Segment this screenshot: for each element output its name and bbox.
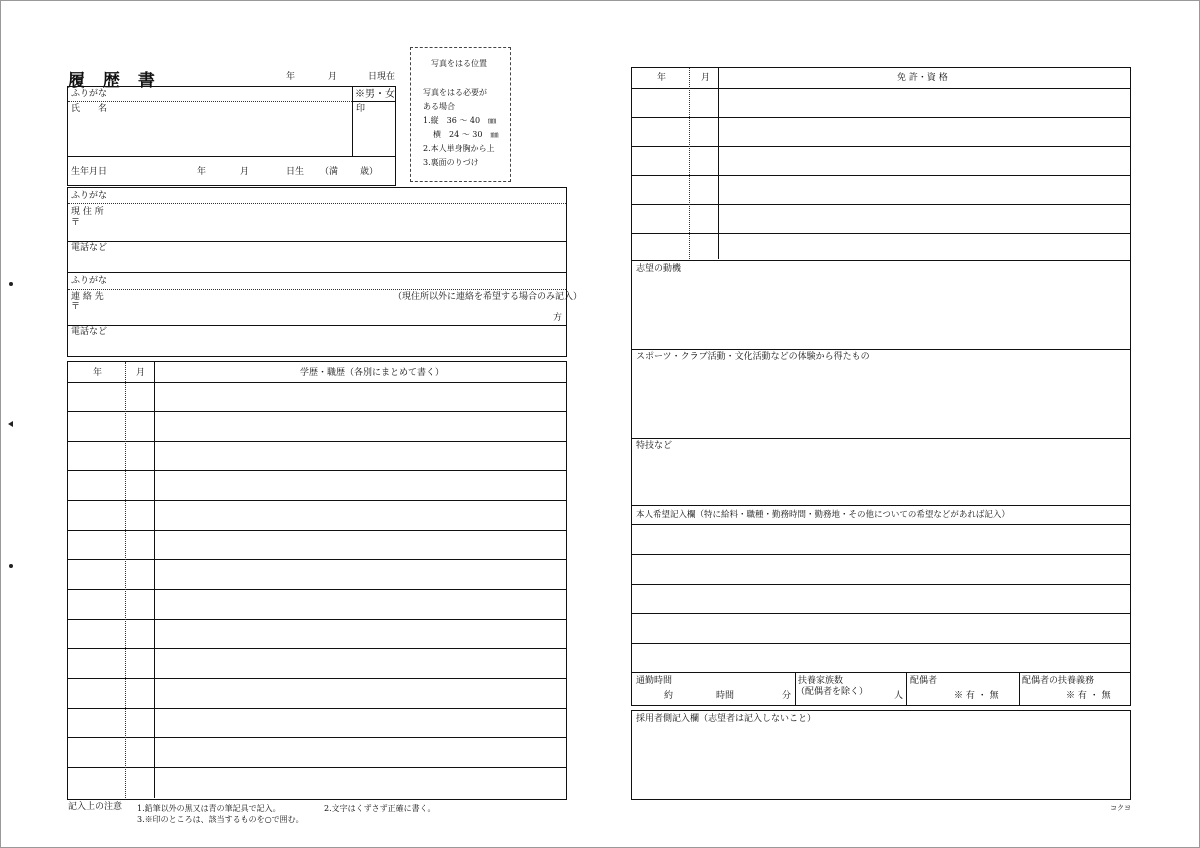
note-2: 2.文字はくずさず正確に書く。 [324,804,436,813]
table-row[interactable] [68,708,566,709]
birth-year-label: 年 [197,167,207,177]
dependents-divider [906,672,907,705]
center-arrow-mark [8,421,13,427]
history-col-year: 年 [93,368,103,378]
contact-phone-label: 電話など [71,327,108,337]
birth-date-label: 生年月日 [71,167,108,177]
license-header-line [632,88,1130,89]
table-row[interactable] [68,411,566,412]
wishes-row-line[interactable] [632,524,1130,525]
wishes-row-line[interactable] [632,643,1130,644]
spouse-support-label: 配偶者の扶養義務 [1022,676,1095,686]
table-row[interactable] [632,175,1130,176]
birth-month-label: 月 [240,167,250,177]
contact-address-label: 連 絡 先 [71,292,104,302]
photo-line-1: 写真をはる必要が [423,88,487,97]
photo-line-2: ある場合 [423,102,455,111]
personal-furigana-label: ふりがな [71,89,108,99]
address-furigana-label: ふりがな [71,191,108,201]
table-row[interactable] [68,441,566,442]
furigana-dotted-line [68,101,352,102]
address-furigana-line [68,203,566,204]
wishes-row-line[interactable] [632,584,1130,585]
contact-postal-mark: 〒 [71,302,81,312]
punch-hole-mark-top [9,282,13,286]
license-table [631,67,1131,261]
table-row[interactable] [68,678,566,679]
commute-hours: 時間 [716,691,735,701]
wishes-row-line[interactable] [632,613,1130,614]
age-open-label: （満 [320,167,339,177]
gender-choice[interactable]: ※男・女 [355,89,395,100]
gender-underline [352,101,395,102]
table-row[interactable] [68,470,566,471]
address-phone-line [68,241,566,242]
contact-note: （現住所以外に連絡を希望する場合のみ記入） [393,292,583,302]
notes-label: 記入上の注意 [68,802,123,812]
photo-title: 写真をはる位置 [431,59,487,68]
photo-line-6: 3.裏面のりづけ [423,158,479,167]
license-year-divider [689,68,690,259]
commute-label: 通勤時間 [636,676,673,686]
section-divider-wishes [632,505,1130,506]
wishes-label: 本人希望記入欄（特に給料・職種・勤務時間・勤務地・その他についての希望などがあれば記入） [636,510,1010,520]
contact-start-line [68,272,566,273]
spouse-support-choice[interactable]: ※ 有 ・ 無 [1066,691,1111,701]
date-as-of-label: 日現在 [368,72,396,82]
table-row[interactable] [68,737,566,738]
form-title: 履 歴 書 [68,71,161,91]
table-row[interactable] [68,619,566,620]
seal-label: 印 [356,104,366,114]
age-close-label: 歳） [360,167,379,177]
employer-label: 採用者側記入欄（志望者は記入しないこと） [636,714,817,724]
photo-placement-box[interactable] [410,47,511,182]
photo-line-5: 2.本人単身胸から上 [423,144,495,153]
section-divider-sports [632,349,1130,350]
dependents-note: （配偶者を除く） [796,687,869,697]
birth-separator [68,156,395,157]
free-text-sections [631,260,1131,706]
current-address-label: 現 住 所 [71,207,104,217]
table-row[interactable] [68,500,566,501]
skills-label: 特技など [636,441,673,451]
history-col-month: 月 [136,368,146,378]
date-year-label: 年 [286,72,296,82]
sports-label: スポーツ・クラブ活動・文化活動などの体験から得たもの [636,352,870,362]
brand-logo: コクヨ [1110,804,1131,812]
table-row[interactable] [632,146,1130,147]
history-month-divider [154,362,155,798]
bottom-info-line [632,672,1130,673]
table-row[interactable] [68,767,566,768]
history-year-divider [125,362,126,798]
address-postal-mark: 〒 [71,218,81,228]
table-row[interactable] [68,589,566,590]
photo-line-3: 1.縦 36 ～ 40 ㎜ [423,116,497,125]
birth-day-label: 日生 [286,167,305,177]
table-row[interactable] [632,117,1130,118]
table-row[interactable] [68,648,566,649]
wishes-row-line[interactable] [632,554,1130,555]
contact-furigana-label: ふりがな [71,276,108,286]
license-month-divider [718,68,719,259]
table-row[interactable] [68,530,566,531]
history-header-line [68,382,566,383]
contact-phone-line [68,325,566,326]
table-row[interactable] [68,559,566,560]
motivation-label: 志望の動機 [636,264,682,274]
history-table [67,361,567,800]
contact-suffix: 方 [553,313,563,323]
contact-furigana-line [68,289,566,290]
spouse-label: 配偶者 [910,676,938,686]
note-1: 1.鉛筆以外の黒又は青の筆記具で記入。 [137,804,281,813]
photo-line-4: 横 24 ～ 30 ㎜ [433,130,499,139]
spouse-choice[interactable]: ※ 有 ・ 無 [954,691,999,701]
address-phone-label: 電話など [71,243,108,253]
gender-divider [352,86,353,156]
commute-minutes: 分 [782,691,792,701]
commute-approx: 約 [664,691,674,701]
name-label: 氏 名 [71,104,108,114]
history-col-content: 学歴・職歴（各別にまとめて書く） [300,368,445,378]
dependents-unit: 人 [894,691,904,701]
spouse-divider [1019,672,1020,705]
dependents-label: 扶養家族数 [798,676,844,686]
date-month-label: 月 [328,72,338,82]
table-row[interactable] [632,233,1130,234]
table-row[interactable] [632,204,1130,205]
license-col-year: 年 [657,73,667,83]
punch-hole-mark-bottom [9,564,13,568]
section-divider-skills [632,438,1130,439]
note-3: 3.※印のところは、該当するものを○で囲む。 [137,815,304,824]
license-col-content: 免 許・資 格 [897,73,948,83]
license-col-month: 月 [701,73,711,83]
